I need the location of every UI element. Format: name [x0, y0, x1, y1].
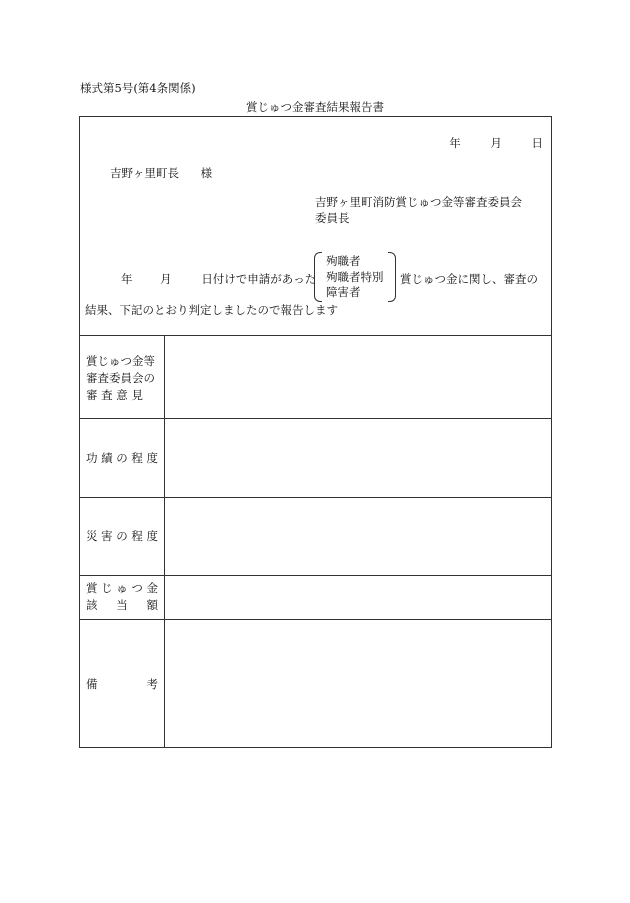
review-opinion-cell[interactable] [165, 336, 551, 418]
degree-of-merit-cell[interactable] [165, 419, 551, 497]
opinion-text-2: 審査委員会の [86, 371, 155, 385]
opinion-text-3: 審 査 意 見 [86, 388, 143, 402]
merit-char-1: 功 [86, 451, 98, 465]
bracket-left [314, 252, 322, 302]
option-line-1: 殉職者 [326, 254, 361, 268]
injury-char-4: 程 [131, 529, 143, 543]
application-date-text: 日付けで申請があった [201, 272, 317, 286]
form-number: 様式第5号(第4条関係) [80, 81, 196, 95]
label-degree-of-merit [86, 450, 158, 467]
date-month-label: 月 [490, 136, 502, 150]
addressee-name: 吉野ヶ里町長 [110, 166, 179, 180]
injury-char-5: 度 [146, 529, 158, 543]
merit-char-2: 績 [101, 451, 113, 465]
application-year-label: 年 [121, 272, 133, 286]
remarks-cell[interactable] [165, 620, 551, 747]
option-line-3: 障害者 [326, 285, 361, 299]
application-month-label: 月 [160, 272, 172, 286]
amount-char-3: ゅ [116, 581, 128, 595]
label-degree-of-injury [86, 528, 158, 545]
amount-char-5: 金 [146, 581, 158, 595]
application-date [121, 271, 316, 287]
amount-char-7: 当 [116, 598, 128, 612]
bracket-right [388, 252, 396, 302]
amount-char-8: 額 [146, 598, 158, 612]
date-year-label: 年 [449, 136, 461, 150]
label-review-opinion [86, 353, 158, 404]
addressee [110, 165, 212, 181]
date-line [429, 135, 543, 151]
remarks-char-1: 備 [86, 677, 98, 691]
report-form-frame [79, 116, 552, 748]
opinion-line-1 [86, 353, 158, 370]
after-bracket-text: 賞じゅつ金に関し、審査の [400, 272, 538, 286]
merit-char-5: 度 [146, 451, 158, 465]
date-day-label: 日 [531, 136, 543, 150]
award-amount-cell[interactable] [165, 576, 551, 619]
option-line-2: 殉職者特別 [326, 269, 384, 284]
merit-char-4: 程 [131, 451, 143, 465]
remarks-char-2: 考 [146, 677, 158, 691]
sender-organization: 吉野ヶ里町消防賞じゅつ金等審査委員会 [315, 195, 522, 209]
amount-char-1: 賞 [86, 581, 98, 595]
degree-of-injury-cell[interactable] [165, 498, 551, 575]
amount-char-2: じ [101, 581, 113, 595]
document-title: 賞じゅつ金審査結果報告書 [246, 100, 384, 114]
recipient-type-options [326, 254, 384, 301]
merit-char-3: の [116, 451, 128, 465]
label-remarks [86, 676, 158, 693]
opinion-line-3 [86, 387, 158, 404]
addressee-honorific: 様 [200, 166, 213, 180]
report-statement-line2: 結果、下記のとおり判定しましたので報告します [85, 303, 338, 317]
amount-char-4: つ [131, 581, 143, 595]
opinion-line-2 [86, 370, 158, 387]
sender-title: 委員長 [315, 211, 350, 225]
amount-char-6: 該 [86, 598, 98, 612]
label-award-amount [86, 580, 158, 614]
injury-char-2: 害 [101, 529, 113, 543]
opinion-text-1: 賞じゅつ金等 [86, 354, 155, 368]
injury-char-3: の [116, 529, 128, 543]
injury-char-1: 災 [86, 529, 98, 543]
recipient-type-bracket [314, 252, 396, 302]
